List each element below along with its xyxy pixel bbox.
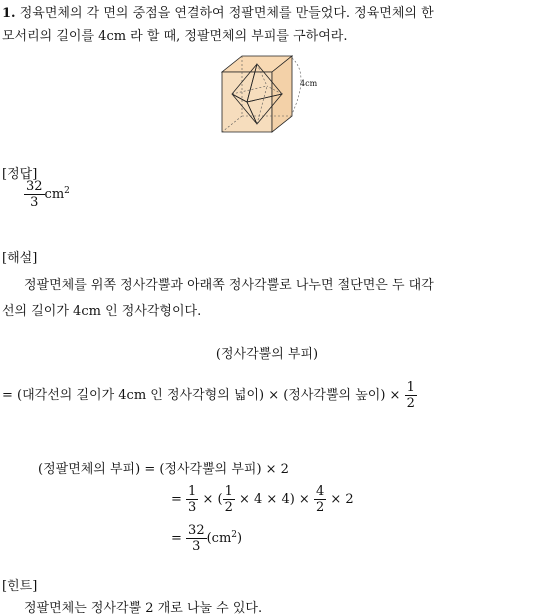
hint-label: [힌트]: [2, 579, 38, 594]
explanation-line-1: 정팔면체를 위쪽 정사각뿔과 아래쪽 정사각뿔로 나누면 절단면은 두 대각: [24, 278, 434, 293]
explanation-centered: (정사각뿔의 부피): [215, 347, 319, 362]
problem-number: 1.: [2, 6, 16, 21]
explanation-formula: = (대각선의 길이가 4cm 인 정사각형의 넓이) × (정사각뿔의 높이) × $\frac{1}{2}$: [2, 380, 415, 411]
equation-line-3: = $\frac{32}{3}$ $(cm^2)$: [171, 523, 243, 554]
formula-fraction: $\frac{1}{2}$: [406, 380, 415, 411]
problem-text-1: 정육면체의 각 면의 중점을 연결하여 정팔면체를 만들었다. 정육면체의 한: [19, 6, 434, 21]
answer-unit: cm: [44, 187, 65, 202]
cube-octahedron-figure: [212, 52, 322, 136]
answer-value: [24, 180, 70, 209]
problem-line-2: 모서리의 길이를 4cm 라 할 때, 정팔면체의 부피를 구하여라.: [2, 29, 348, 44]
figure-dimension-label: 4cm: [300, 79, 318, 88]
answer-fraction: $\frac{32}{3}$: [26, 179, 43, 210]
equation-line-2: = $\frac{1}{3}$ × ( $\frac{1}{2}$ × 4 × 4) × $\frac{4}{2}$ × 2: [171, 484, 354, 515]
problem-line-1: [2, 2, 434, 21]
equation-line-1: (정팔면체의 부피) = (정사각뿔의 부피) × 2: [38, 462, 289, 477]
explanation-line-2: 선의 길이가 4cm 인 정사각형이다.: [2, 304, 202, 319]
hint-text: 정팔면체는 정사각뿔 2 개로 나눌 수 있다.: [24, 601, 263, 616]
answer-unit-exp: 2: [64, 186, 70, 196]
explanation-label: [해설]: [2, 251, 38, 266]
answer-label: [정답]: [2, 167, 38, 182]
